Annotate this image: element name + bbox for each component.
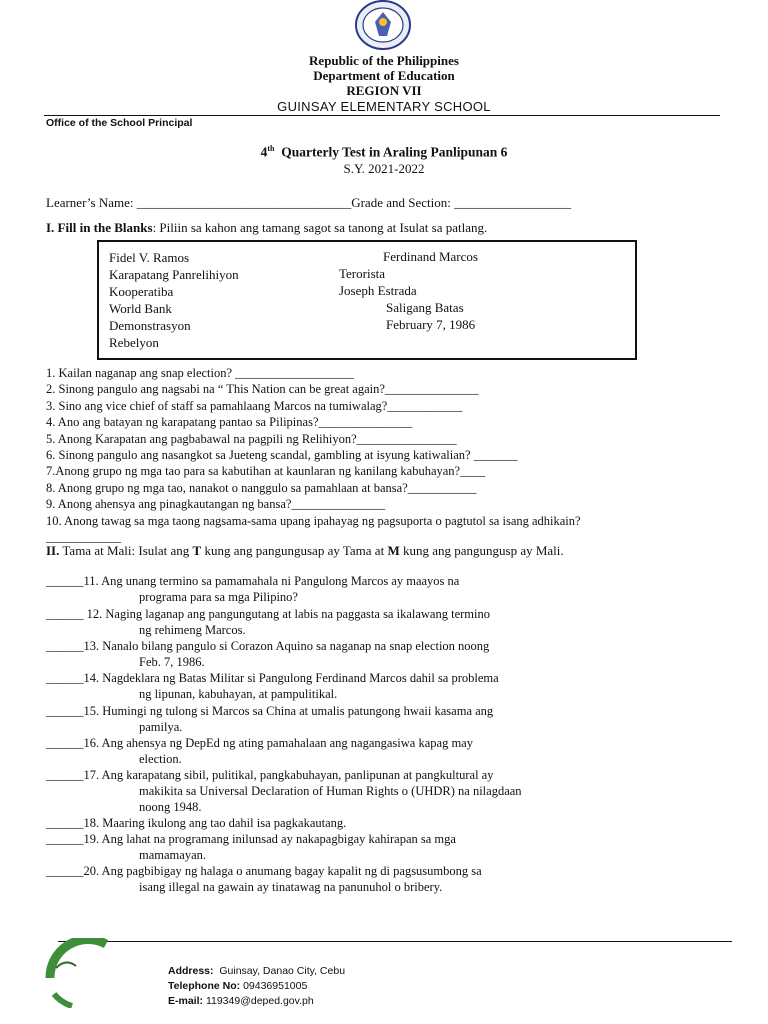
address-label: Address: [168,965,214,977]
header-region: REGION VII [346,83,422,98]
tf-item-13-cont: Feb. 7, 1986. [139,655,205,669]
tf-item-14: ______14. Nagdeklara ng Batas Militar si Pangulong Ferdinand Marcos dahil sa problema [46,671,499,685]
office-label: Office of the School Principal [46,117,193,129]
choices-column-1 [109,249,239,351]
address-value: Guinsay, Danao City, Cebu [219,965,346,977]
choice-item: Saligang Batas [386,300,464,315]
tf-item-19-cont: mamamayan. [139,848,206,862]
title-number: 4 [260,144,268,160]
choice-item: Terorista [339,266,386,281]
choice-item: Joseph Estrada [339,283,417,298]
question-9: 9. Anong ahensya ang pinagkautangan ng bansa?_______________ [46,497,386,512]
header-divider [44,115,720,116]
question-2: 2. Sinong pangulo ang nagsabi na “ This Nation can be great again?_______________ [46,382,479,397]
school-year: S.Y. 2021-2022 [343,161,425,176]
choice-item: Ferdinand Marcos [383,249,478,264]
header-department: Department of Education [313,68,455,83]
question-6: 6. Sinong pangulo ang nasangkot sa Jueteng scandal, gambling at isyung katiwalian? _______ [46,448,518,463]
question-4: 4. Ano ang batayan ng karapatang pantao sa Pilipinas?_______________ [46,415,413,430]
email-value: 119349@deped.gov.ph [205,995,314,1007]
choice-item: Kooperatiba [109,284,174,299]
tf-item-12: ______ 12. Naging laganap ang pangungutang at labis na paggasta sa ikalawang termino [46,607,490,621]
part2-text-c: kung ang pangungusp ay Mali. [399,543,564,558]
title-sup: th [267,144,275,153]
part1-questions [46,365,581,545]
question-10: 10. Anong tawag sa mga taong nagsama-sama upang ipahayag ng pagsuporta o pagtutol sa isang adhikain? [46,513,581,528]
tf-item-15: ______15. Humingi ng tulong si Marcos sa China at umalis patungong hwaii kasama ang [46,704,494,718]
choice-item: February 7, 1986 [386,317,476,332]
part2-instruction [46,543,564,559]
header-school: GUINSAY ELEMENTARY SCHOOL [277,99,491,114]
tf-item-16: ______16. Ang ahensya ng DepEd ng ating pamahalaan ang nagangasiwa kapag may [46,736,473,750]
tf-item-16-cont: election. [139,752,182,766]
tf-item-17-cont: makikita sa Universal Declaration of Human Rights o (UHDR) na nilagdaan [139,784,522,798]
part2-text-a: Tama at Mali: Isulat ang [59,543,193,558]
footer-telephone [168,980,307,992]
school-logo-icon [42,938,114,1008]
tf-item-17-cont2: noong 1948. [139,800,202,814]
learner-name-line: Learner’s Name: _________________________________Grade and Section: __________________ [46,195,572,210]
part1-heading: I. Fill in the Blanks [46,220,153,235]
question-10-blank: ____________ [46,530,121,545]
tf-item-11: ______11. Ang unang termino sa pamamahala ni Pangulong Marcos ay maayos na [46,574,460,588]
part2-text-b: kung ang pangungusap ay Tama at [201,543,388,558]
question-8: 8. Anong grupo ng mga tao, nanakot o nanggulo sa pamahlaan at bansa?___________ [46,480,477,495]
tf-item-19: ______19. Ang lahat na programang inilunsad ay nakapagbigay kahirapan sa mga [46,832,456,846]
part2-m: M [387,543,400,558]
part1-instruction-text: : Piliin sa kahon ang tamang sagot sa tanong at Isulat sa patlang. [152,220,488,235]
tf-item-20-cont: isang illegal na gawain ay tinatawag na panunuhol o bribery. [139,880,443,894]
email-label: E-mail: [168,995,204,1007]
tf-item-17: ______17. Ang karapatang sibil, pulitikal, pangkabuhayan, panlipunan at pangkultural ay [46,768,494,782]
title-text: Quarterly Test in Araling Panlipunan 6 [281,144,508,160]
tf-item-14-cont: ng lipunan, kabuhayan, at pampulitikal. [139,687,338,701]
choice-item: Demonstrasyon [109,318,191,333]
choice-item: World Bank [109,301,172,316]
tf-item-18: ______18. Maaring ikulong ang tao dahil isa pagkakautang. [46,816,347,830]
tf-item-13: ______13. Nanalo bilang pangulo si Corazon Aquino sa naganap na snap election noong [46,639,490,653]
choice-item: Karapatang Panrelihiyon [109,267,239,282]
question-5: 5. Anong Karapatan ang pagbabawal na pagpili ng Relihiyon?________________ [46,431,457,446]
part2-heading: II. [46,543,60,558]
tf-item-20: ______20. Ang pagbibigay ng halaga o anumang bagay kapalit ng di pagsusumbong sa [46,864,482,878]
deped-seal-icon [351,0,415,52]
test-title [0,144,768,161]
question-7: 7.Anong grupo ng mga tao para sa kabutihan at kaunlaran ng kanilang kabuhayan?____ [46,464,486,479]
choice-item: Fidel V. Ramos [109,250,190,265]
choice-item: Rebelyon [109,335,159,350]
part2-t: T [192,543,202,558]
telephone-label: Telephone No: [168,980,241,992]
footer-divider [58,941,732,942]
footer-address [168,965,345,977]
tf-item-11-cont: programa para sa mga Pilipino? [139,590,298,604]
tf-item-12-cont: ng rehimeng Marcos. [139,623,246,637]
part1-instruction [46,220,487,236]
footer-email [168,995,314,1007]
header-republic: Republic of the Philippines [309,53,459,68]
question-1: 1. Kailan naganap ang snap election? ___________________ [46,366,354,380]
question-3: 3. Sino ang vice chief of staff sa pamahlaang Marcos na tumiwalag?____________ [46,398,463,413]
telephone-value: 09436951005 [243,980,308,992]
tf-item-15-cont: pamilya. [139,720,183,734]
